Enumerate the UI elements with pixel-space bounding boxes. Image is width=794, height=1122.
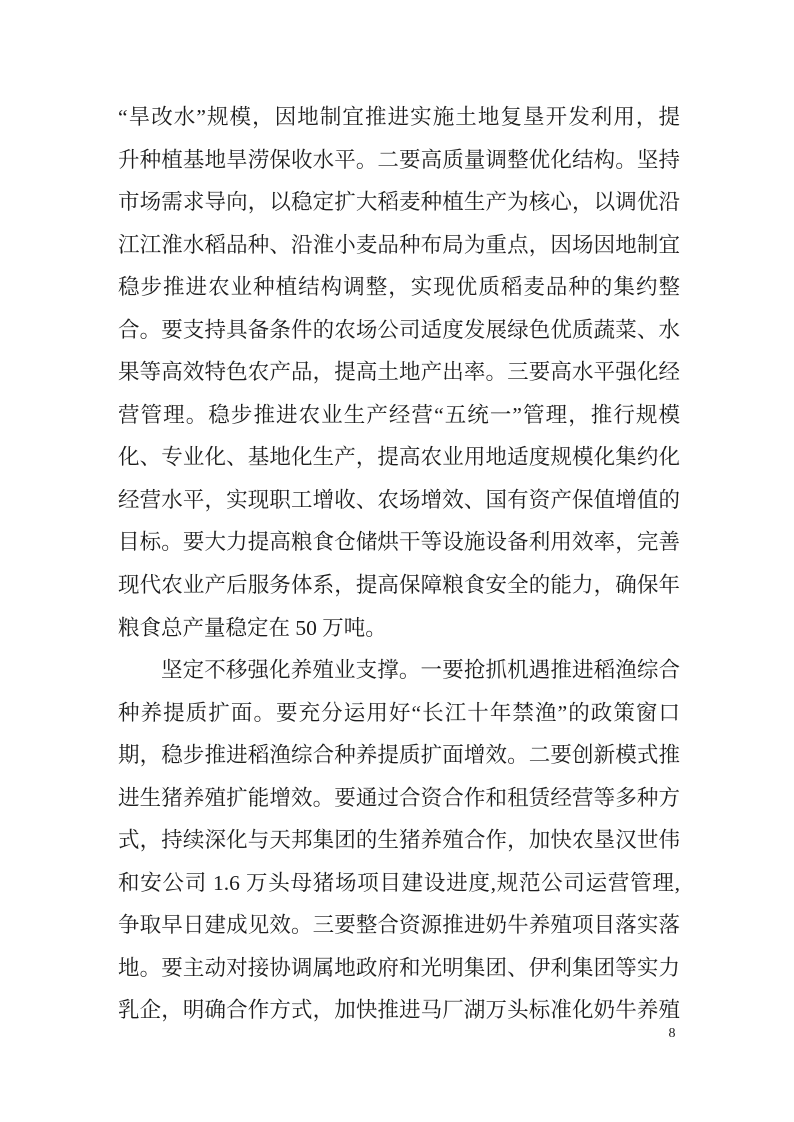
text-line: 合。要支持具备条件的农场公司适度发展绿色优质蔬菜、水 <box>118 317 680 342</box>
text-line: 争取早日建成见效。三要整合资源推进奶牛养殖项目落实落 <box>118 913 680 938</box>
text-line: 式，持续深化与天邦集团的生猪养殖合作，加快农垦汉世伟 <box>118 828 680 853</box>
text-line: 市场需求导向，以稳定扩大稻麦种植生产为核心，以调优沿 <box>118 190 680 215</box>
text-line: 乳企，明确合作方式，加快推进马厂湖万头标准化奶牛养殖 <box>118 998 680 1023</box>
text-line: 经营水平，实现职工增收、农场增效、国有资产保值增值的 <box>118 487 680 512</box>
text-line-paragraph-start: 坚定不移强化养殖业支撑。一要抢抓机遇推进稻渔综合 <box>161 658 680 683</box>
text-line: 江江淮水稻品种、沿淮小麦品种布局为重点，因场因地制宜 <box>118 232 680 257</box>
text-line: 种养提质扩面。要充分运用好“长江十年禁渔”的政策窗口 <box>118 700 680 725</box>
text-line: “旱改水”规模，因地制宜推进实施土地复垦开发利用，提 <box>118 105 680 129</box>
text-line: 现代农业产后服务体系，提高保障粮食安全的能力，确保年 <box>118 573 680 598</box>
text-line: 期，稳步推进稻渔综合种养提质扩面增效。二要创新模式推 <box>118 743 680 768</box>
text-line: 升种植基地旱涝保收水平。二要高质量调整优化结构。坚持 <box>118 147 680 172</box>
text-line: 稳步推进农业种植结构调整，实现优质稻麦品种的集约整 <box>118 275 680 300</box>
text-line: 和安公司 1.6 万头母猪场项目建设进度,规范公司运营管理, <box>118 870 680 895</box>
text-line: 地。要主动对接协调属地政府和光明集团、伊利集团等实力 <box>118 955 680 980</box>
page-number: 8 <box>668 1026 676 1041</box>
text-line: 果等高效特色农产品，提高土地产出率。三要高水平强化经 <box>118 360 680 385</box>
document-body <box>118 96 680 1032</box>
text-line: 目标。要大力提高粮食仓储烘干等设施设备利用效率，完善 <box>118 530 680 555</box>
text-line: 营管理。稳步推进农业生产经营“五统一”管理，推行规模 <box>118 402 680 427</box>
text-line: 进生猪养殖扩能增效。要通过合资合作和租赁经营等多种方 <box>118 785 680 810</box>
text-line: 化、专业化、基地化生产，提高农业用地适度规模化集约化 <box>118 445 680 470</box>
text-line-paragraph-end: 粮食总产量稳定在 50 万吨。 <box>118 615 387 640</box>
